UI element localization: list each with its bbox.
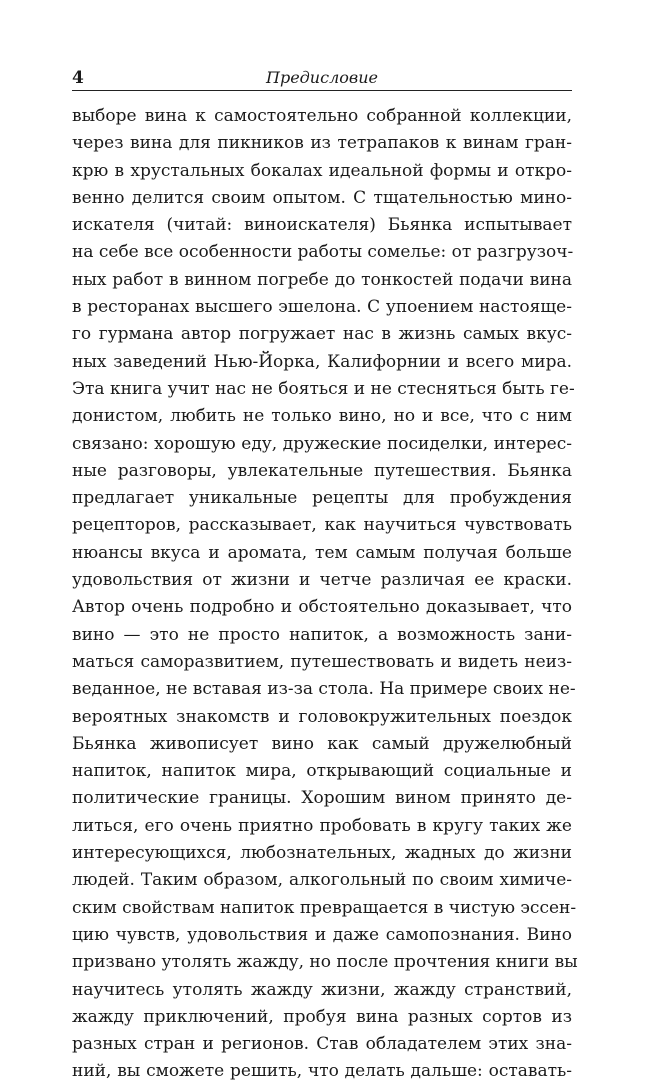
text-line: политические границы. Хорошим вином принято де- (72, 788, 572, 809)
text-line: литься, его очень приятно пробовать в кругу таких же (72, 815, 572, 836)
text-line: рецепторов, рассказывает, как научиться чувствовать (72, 515, 572, 536)
text-line: интересующихся, любознательных, жадных до жизни (72, 843, 572, 864)
text-line: разных стран и регионов. Став обладателем этих зна- (72, 1034, 572, 1055)
text-line: предлагает уникальные рецепты для пробуждения (72, 488, 572, 509)
text-line: вероятных знакомств и головокружительных поездок (72, 706, 572, 727)
text-line: нюансы вкуса и аромата, тем самым получая больше (72, 542, 572, 563)
text-line: напиток, напиток мира, открывающий социальные и (72, 761, 572, 782)
text-line: научитесь утолять жажду жизни, жажду странствий, (72, 979, 572, 1000)
text-line: Эта книга учит нас не бояться и не стесняться быть ге- (72, 378, 575, 399)
running-header (72, 64, 572, 91)
text-line: крю в хрустальных бокалах идеальной формы и откро- (72, 160, 572, 181)
text-line: удовольствия от жизни и четче различая ее краски. (72, 570, 572, 591)
text-line: жажду приключений, пробуя вина разных сортов из (72, 1006, 572, 1027)
text-line: связано: хорошую еду, дружеские посиделки, интерес- (72, 433, 572, 454)
text-line: Бьянка живописует вино как самый дружелюбный (72, 733, 572, 754)
text-line: выборе вина к самостоятельно собранной коллекции, (72, 106, 572, 126)
text-line: ний, вы сможете решить, что делать дальше: оставать- (72, 1061, 572, 1082)
text-line: искателя (читай: виноискателя) Бьянка испытывает (72, 215, 572, 236)
text-line: маться саморазвитием, путешествовать и видеть неиз- (72, 651, 572, 672)
text-line: через вина для пикников из тетрапаков к винам гран- (72, 133, 572, 154)
body-text (72, 103, 578, 1086)
text-line: вино — это не просто напиток, а возможность зани- (72, 624, 572, 645)
text-line: людей. Таким образом, алкогольный по своим химиче- (72, 870, 572, 891)
text-line: ных работ в винном погребе до тонкостей подачи вина (72, 269, 572, 290)
book-page (72, 64, 578, 1086)
text-line: ные разговоры, увлекательные путешествия. Бьянка (72, 460, 572, 481)
text-line: донистом, любить не только вино, но и все, что с ним (72, 406, 572, 427)
page-number: 4 (72, 68, 84, 88)
text-line: цию чувств, удовольствия и даже самопознания. Вино (72, 924, 572, 945)
text-line: призвано утолять жажду, но после прочтения книги вы (72, 952, 578, 973)
text-line: ским свойствам напиток превращается в чистую эссен- (72, 897, 577, 918)
text-line: го гурмана автор погружает нас в жизнь самых вкус- (72, 324, 572, 345)
text-line: ных заведений Нью-Йорка, Калифорнии и всего мира. (72, 351, 572, 372)
text-line: на себе все особенности работы сомелье: от разгрузоч- (72, 242, 574, 263)
text-line: венно делится своим опытом. С тщательностью мино- (72, 187, 572, 208)
text-line: веданное, не вставая из-за стола. На примере своих не- (72, 679, 576, 700)
running-title: Предисловие (266, 68, 378, 87)
text-line: в ресторанах высшего эшелона. С упоением настояще- (72, 297, 572, 318)
text-line: Автор очень подробно и обстоятельно доказывает, что (72, 597, 572, 618)
